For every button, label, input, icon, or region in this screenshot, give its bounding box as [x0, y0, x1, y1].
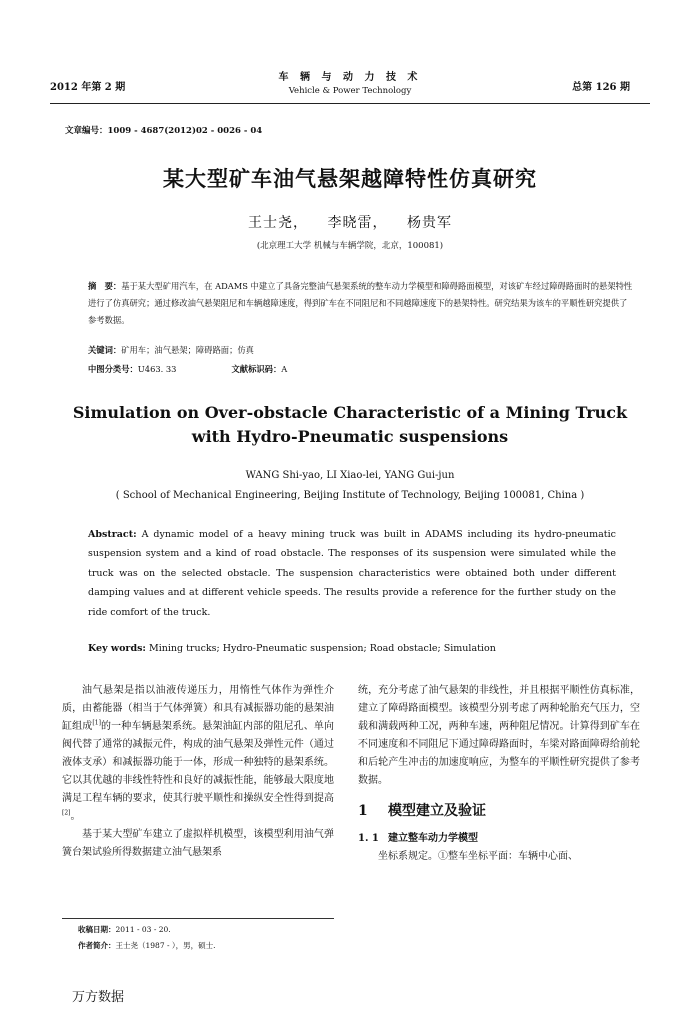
citation-ref: [2] [62, 809, 71, 817]
journal-name-cn: 车 辆 与 动 力 技 术 [278, 72, 422, 83]
body-text: 油气悬架是指以油液传递压力，用惰性气体作为弹性介质，由蓄能器（相当于气体弹簧）和具有减振器功能的悬架油缸组成 [62, 685, 334, 732]
journal-name-en: Vehicle & Power Technology [288, 86, 412, 96]
abstract-cn-label: 摘 要： [88, 281, 122, 291]
body-paragraph: 统，充分考虑了油气悬架的非线性，并且根据平顺性仿真标准，建立了障碍路面模型。该模型分别考虑了两种轮胎充气压力，空载和满载两种工况，两种车速，两种阻尼情况。计算得到矿车在不同速度和不同阻尼下通过障碍路面时，车梁对路面障碍给前轮和后轮产生冲击的加速度响应，为整车的平顺性研究提供了参考数据。 [358, 685, 640, 786]
body-paragraph: 基于某大型矿车建立了虚拟样机模型，该模型利用油气弹簧台架试验所得数据建立油气悬架系 [62, 829, 334, 858]
clc-label: 中图分类号： [88, 364, 138, 374]
title-en [60, 401, 640, 449]
affiliation-en: ( School of Mechanical Engineering, Beijing Institute of Technology, Beijing 100081, China ) [115, 490, 585, 501]
journal-header [200, 68, 500, 96]
authors-en: WANG Shi-yao, LI Xiao-lei, YANG Gui-jun [245, 470, 455, 481]
title-cn: 某大型矿车油气悬架越障特性仿真研究 [163, 166, 537, 191]
affiliation-cn: (北京理工大学 机械与车辆学院，北京，100081) [256, 241, 444, 251]
body-column-left [62, 682, 334, 862]
keywords-en [88, 643, 496, 654]
body-text: 的一种车辆悬架系统。悬架油缸内部的阻尼孔、单向阀代替了通常的减振元件，构成的油气悬架及弹性元件（通过液体支承）和减振器功能于一体，形成一种独特的悬架系统。它以其优越的非线性特性和良好的减振性能，能够最大限度地满足工程车辆的要求，使其行驶平顺性和操纵安全性得到提高 [62, 721, 335, 804]
doc-code-label: 文献标识码： [231, 364, 282, 374]
received-value: 2011 - 03 - 20. [115, 925, 171, 934]
section-title: 模型建立及验证 [388, 803, 486, 819]
issue-label: 2012 年第 2 期 [50, 82, 126, 93]
classification-line [88, 363, 287, 375]
doc-code-value: A [281, 364, 288, 374]
keywords-en-label: Key words: [88, 643, 146, 654]
subsection-number: 1. 1 [358, 833, 379, 844]
footnote-received [78, 924, 171, 935]
body-paragraph [62, 682, 334, 826]
keywords-cn-label: 关键词： [88, 345, 122, 355]
title-en-line1: Simulation on Over-obstacle Characteristic of a Mining Truck [72, 403, 628, 422]
author-bio-value: 王士尧（1987 - ），男，硕士. [115, 941, 216, 950]
authors-cn: 王士尧， 李晓雷， 杨贵军 [248, 215, 452, 231]
total-issue-label: 总第 126 期 [572, 82, 630, 93]
body-column-right [358, 682, 640, 866]
abstract-cn-text: 基于某大型矿用汽车，在 ADAMS 中建立了具备完整油气悬架系统的整车动力学模型和障碍路面模型，对该矿车经过障碍路面时的悬架特性进行了仿真研究；通过修改油气悬架阻尼和车辆越障速度，得到矿车在不同阻尼和不同越障速度下的悬架特性。研究结果为该车的平顺性研究提供了参考数据。 [88, 281, 633, 325]
abstract-en [88, 525, 616, 622]
header-rule [50, 103, 650, 104]
subsection-title: 建立整车动力学模型 [388, 833, 478, 844]
body-paragraph: 坐标系规定。①整车坐标平面：车辆中心面、 [378, 851, 578, 862]
footnote-rule [62, 918, 334, 919]
keywords-cn [88, 344, 254, 356]
author-bio-label: 作者简介： [78, 941, 116, 950]
section-heading [358, 802, 640, 820]
section-number: 1 [358, 803, 368, 819]
clc-value: U463. 33 [137, 364, 177, 374]
abstract-cn [88, 278, 633, 329]
received-label: 收稿日期： [78, 925, 116, 934]
article-number: 文章编号：1009 - 4687(2012)02 - 0026 - 04 [65, 126, 263, 136]
footnote-author [78, 940, 216, 951]
watermark: 万方数据 [72, 990, 125, 1005]
subsection-heading [358, 830, 640, 848]
body-text: 。 [70, 811, 81, 822]
keywords-en-text: Mining trucks; Hydro-Pneumatic suspension; Road obstacle; Simulation [148, 643, 496, 654]
citation-ref: [1] [92, 719, 101, 727]
abstract-en-label: Abstract: [88, 529, 137, 540]
keywords-cn-text: 矿用车；油气悬架；障碍路面；仿真 [121, 345, 254, 355]
abstract-en-text: A dynamic model of a heavy mining truck was built in ADAMS including its hydro-pneumatic suspension system and a kind of road obstacle. The responses of its suspension were simulated while the truck was on the selected obstacle. The suspension characteristics were obtained both under different damping values and at different vehicle speeds. The results provide a reference for the further study on the ride comfort of the truck. [88, 529, 616, 618]
title-en-line2: with Hydro-Pneumatic suspensions [191, 427, 509, 446]
